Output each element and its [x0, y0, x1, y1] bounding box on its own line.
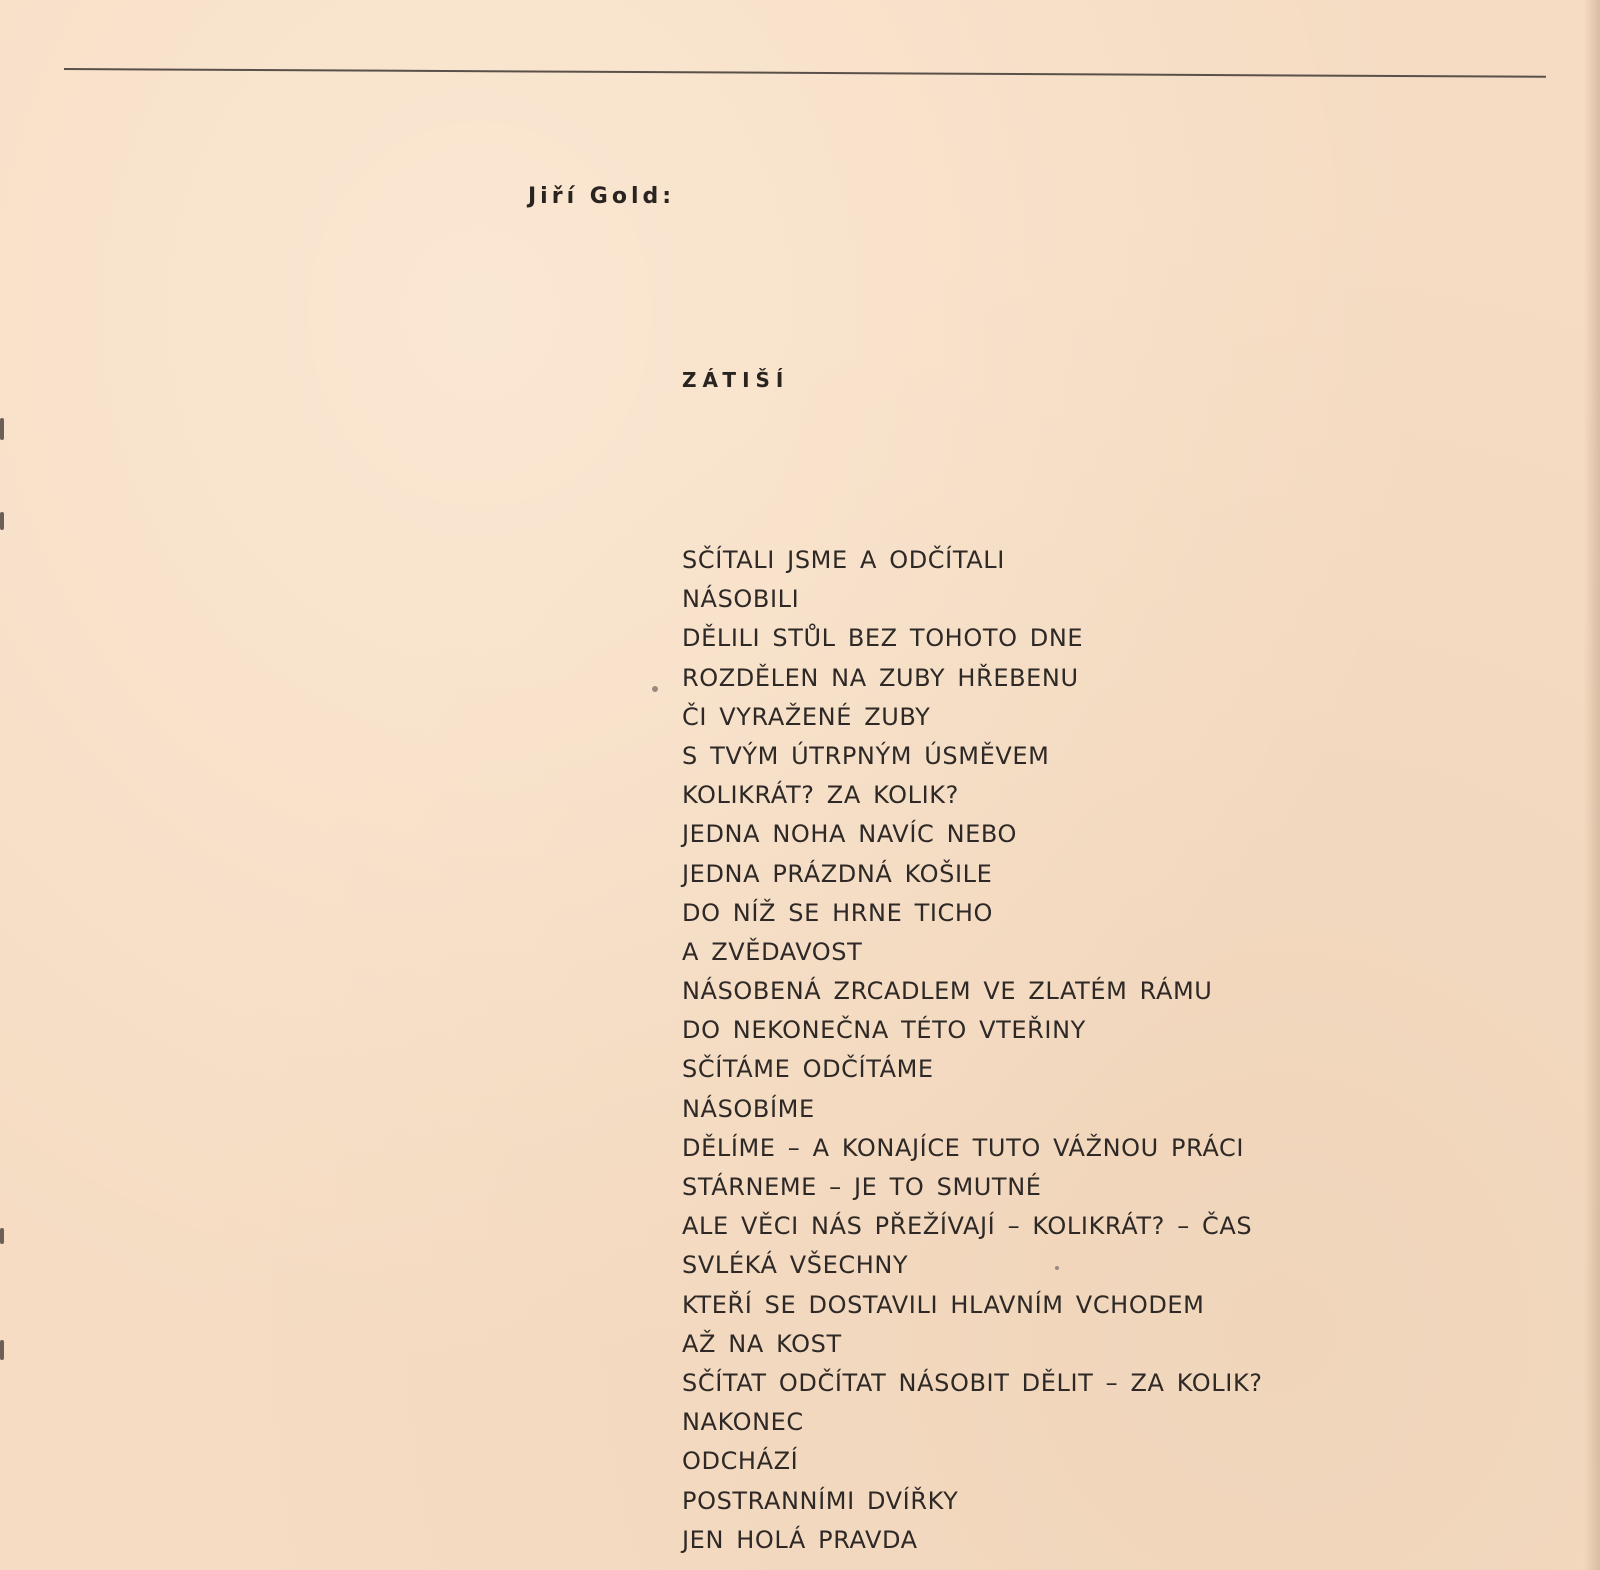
poem-title: ZÁTIŠÍ	[682, 368, 790, 392]
poem-line: NÁSOBENÁ ZRCADLEM VE ZLATÉM RÁMU	[682, 977, 1213, 1006]
poem-line: NÁSOBILI	[682, 585, 800, 614]
poem-line: DO NÍŽ SE HRNE TICHO	[682, 898, 994, 927]
poem-line: SČÍTALI JSME A ODČÍTALI	[682, 546, 1005, 574]
poem-line: NÁSOBÍME	[682, 1094, 815, 1123]
poem-line: JEDNA PRÁZDNÁ KOŠILE	[682, 859, 993, 888]
poem-line: SČÍTÁME ODČÍTÁME	[682, 1055, 934, 1084]
poem-line: POSTRANNÍMI DVÍŘKY	[682, 1486, 959, 1515]
binding-mark	[0, 512, 4, 530]
poem-line: DĚLÍME – A KONAJÍCE TUTO VÁŽNOU PRÁCI	[682, 1133, 1245, 1162]
poem-line: ODCHÁZÍ	[682, 1447, 799, 1476]
poem-line: KTEŘÍ SE DOSTAVILI HLAVNÍM VCHODEM	[682, 1290, 1205, 1319]
author-name: Jiří Gold:	[528, 184, 676, 209]
poem-line: ALE VĚCI NÁS PŘEŽÍVAJÍ – KOLIKRÁT? – ČAS	[682, 1212, 1253, 1241]
poem-line: KOLIKRÁT? ZA KOLIK?	[682, 781, 959, 810]
poem-line: ROZDĚLEN NA ZUBY HŘEBENU	[682, 663, 1079, 692]
poem-line: SČÍTAT ODČÍTAT NÁSOBIT DĚLIT – ZA KOLIK?	[682, 1368, 1263, 1397]
poem-line: DĚLILI STŮL BEZ TOHOTO DNE	[682, 624, 1084, 653]
poem-line: SVLÉKÁ VŠECHNY	[682, 1251, 909, 1280]
poem-body	[682, 541, 1263, 1560]
poem-line: AŽ NA KOST	[682, 1329, 842, 1358]
page-edge	[1584, 0, 1600, 1570]
binding-mark	[0, 1228, 4, 1244]
poem-line: DO NEKONEČNA TÉTO VTEŘINY	[682, 1016, 1086, 1045]
poem-line: STÁRNEME – JE TO SMUTNÉ	[682, 1173, 1042, 1201]
poem-line: JEN HOLÁ PRAVDA	[682, 1525, 918, 1554]
paper-speck	[652, 686, 658, 692]
binding-mark	[0, 418, 4, 440]
poem-line: ČI VYRAŽENÉ ZUBY	[682, 702, 931, 731]
poem-line: S TVÝM ÚTRPNÝM ÚSMĚVEM	[682, 741, 1050, 770]
poem-line: NAKONEC	[682, 1408, 804, 1437]
binding-mark	[0, 1340, 4, 1360]
poem-line: A ZVĚDAVOST	[682, 937, 863, 966]
poem-line: JEDNA NOHA NAVÍC NEBO	[682, 820, 1018, 849]
